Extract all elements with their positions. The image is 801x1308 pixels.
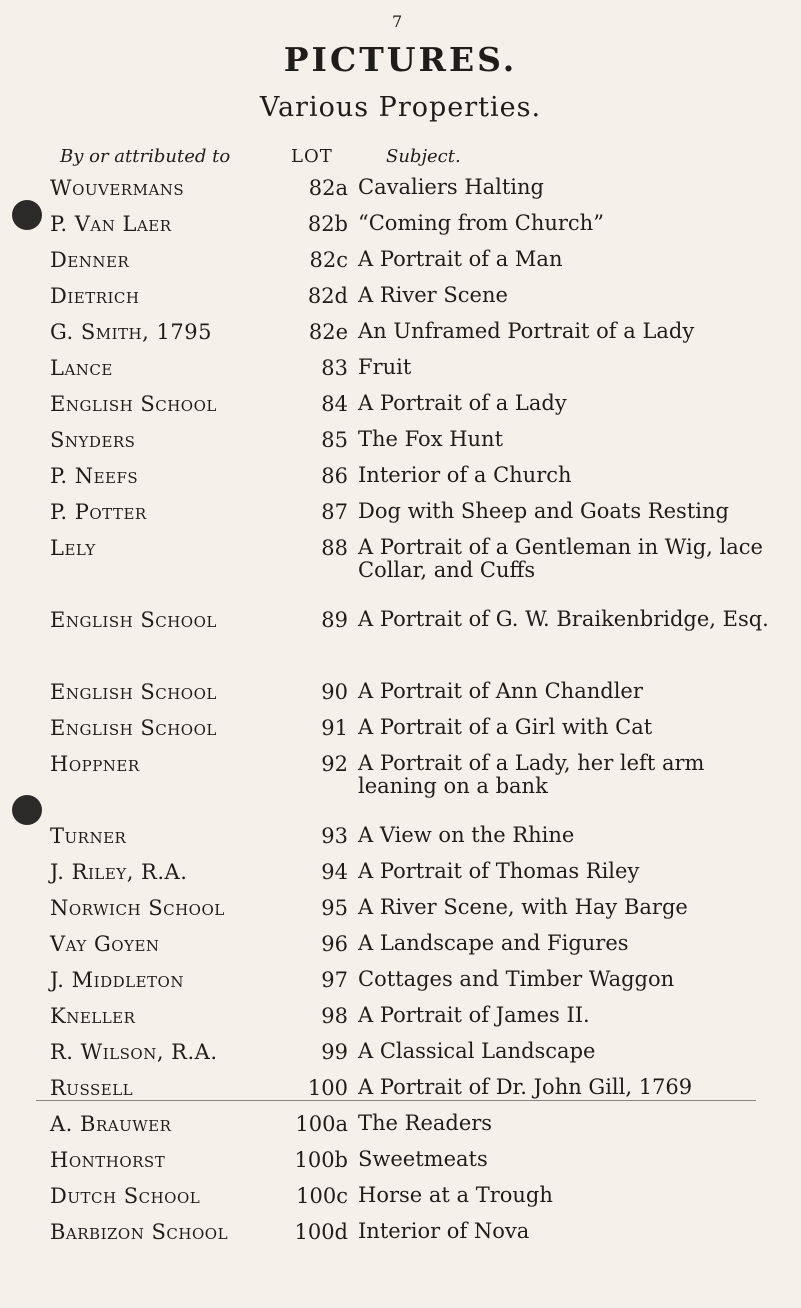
artist-name: English School bbox=[50, 680, 217, 704]
artist-name: Dutch School bbox=[50, 1184, 201, 1208]
lot-subject: “Coming from Church” bbox=[358, 211, 604, 235]
artist-name: Dietrich bbox=[50, 284, 140, 308]
lot-subject: A Landscape and Figures bbox=[358, 931, 629, 955]
artist-name: G. Smith, 1795 bbox=[50, 320, 212, 344]
list-item bbox=[0, 1184, 801, 1220]
artist-name: English School bbox=[50, 392, 217, 416]
list-item bbox=[0, 680, 801, 716]
lot-subject: Cottages and Timber Waggon bbox=[358, 967, 675, 991]
artist-name: J. Middleton bbox=[50, 968, 184, 992]
lot-subject: An Unframed Portrait of a Lady bbox=[358, 319, 695, 343]
lot-number: 98 bbox=[321, 1004, 348, 1028]
lot-subject: A Portrait of Ann Chandler bbox=[358, 679, 643, 703]
lot-number: 100 bbox=[307, 1076, 348, 1100]
page-title: PICTURES. bbox=[283, 40, 518, 79]
artist-name: R. Wilson, R.A. bbox=[50, 1040, 218, 1064]
list-item bbox=[0, 320, 801, 356]
lot-number: 82a bbox=[308, 176, 348, 200]
page-number: 7 bbox=[392, 12, 403, 31]
lot-number: 84 bbox=[321, 392, 348, 416]
artist-name: Wouvermans bbox=[50, 176, 185, 200]
lot-number: 87 bbox=[321, 500, 348, 524]
lot-subject: Dog with Sheep and Goats Resting bbox=[358, 499, 729, 523]
lot-number: 95 bbox=[321, 896, 348, 920]
artist-name: J. Riley, R.A. bbox=[50, 860, 188, 884]
artist-name: P. Potter bbox=[50, 500, 147, 524]
artist-name: A. Brauwer bbox=[50, 1112, 172, 1136]
lot-list bbox=[0, 176, 801, 1256]
lot-subject: A Portrait of Dr. John Gill, 1769 bbox=[358, 1075, 693, 1099]
list-item bbox=[0, 500, 801, 536]
lot-number: 92 bbox=[321, 752, 348, 776]
lot-number: 94 bbox=[321, 860, 348, 884]
list-item bbox=[0, 392, 801, 428]
lot-number: 89 bbox=[321, 608, 348, 632]
lot-number: 90 bbox=[321, 680, 348, 704]
artist-name: Hoppner bbox=[50, 752, 140, 776]
lot-number: 100c bbox=[296, 1184, 348, 1208]
lot-number: 91 bbox=[321, 716, 348, 740]
list-item bbox=[0, 212, 801, 248]
lot-number: 82d bbox=[307, 284, 348, 308]
lot-number: 88 bbox=[321, 536, 348, 560]
list-item bbox=[0, 824, 801, 860]
lot-subject: Horse at a Trough bbox=[358, 1183, 553, 1207]
lot-number: 83 bbox=[321, 356, 348, 380]
artist-name: Turner bbox=[50, 824, 127, 848]
lot-number: 93 bbox=[321, 824, 348, 848]
list-item bbox=[0, 1148, 801, 1184]
list-item bbox=[0, 176, 801, 212]
list-item bbox=[0, 248, 801, 284]
artist-name: Denner bbox=[50, 248, 130, 272]
artist-name: Vay Goyen bbox=[50, 932, 160, 956]
lot-number: 96 bbox=[321, 932, 348, 956]
lot-number: 100b bbox=[294, 1148, 348, 1172]
artist-name: English School bbox=[50, 716, 217, 740]
list-item bbox=[0, 716, 801, 752]
artist-name: P. Neefs bbox=[50, 464, 139, 488]
list-item bbox=[0, 1004, 801, 1040]
lot-subject: A Portrait of Thomas Riley bbox=[358, 859, 640, 883]
artist-name: Barbizon School bbox=[50, 1220, 229, 1244]
list-item bbox=[0, 968, 801, 1004]
lot-subject: A Portrait of a Gentleman in Wig, lace Collar, and Cuffs bbox=[358, 535, 763, 583]
list-item bbox=[0, 536, 801, 608]
artist-name: Norwich School bbox=[50, 896, 225, 920]
subject-column-header: Subject. bbox=[386, 146, 461, 167]
list-item bbox=[0, 860, 801, 896]
lot-subject: The Fox Hunt bbox=[358, 427, 504, 451]
page-subtitle: Various Properties. bbox=[259, 92, 542, 123]
divider-rule bbox=[36, 1100, 756, 1101]
lot-column-header: LOT bbox=[291, 146, 333, 167]
lot-number: 82c bbox=[309, 248, 348, 272]
artist-name: P. Van Laer bbox=[50, 212, 172, 236]
list-item bbox=[0, 1040, 801, 1076]
lot-subject: A Portrait of a Lady, her left arm leaning on a bank bbox=[358, 751, 705, 799]
lot-subject: A Portrait of James II. bbox=[358, 1003, 590, 1027]
list-item bbox=[0, 932, 801, 968]
lot-subject: A River Scene, with Hay Barge bbox=[358, 895, 688, 919]
lot-subject: Sweetmeats bbox=[358, 1147, 488, 1171]
artist-name: Snyders bbox=[50, 428, 136, 452]
artist-name: English School bbox=[50, 608, 217, 632]
lot-number: 97 bbox=[321, 968, 348, 992]
lot-subject: A Portrait of G. W. Braikenbridge, Esq. bbox=[358, 607, 769, 631]
lot-subject: The Readers bbox=[358, 1111, 493, 1135]
lot-number: 85 bbox=[321, 428, 348, 452]
lot-subject: A Portrait of a Girl with Cat bbox=[358, 715, 653, 739]
list-item bbox=[0, 1112, 801, 1148]
artist-name: Lely bbox=[50, 536, 96, 560]
lot-number: 86 bbox=[321, 464, 348, 488]
list-item bbox=[0, 1076, 801, 1112]
artist-name: Honthorst bbox=[50, 1148, 166, 1172]
lot-subject: A View on the Rhine bbox=[358, 823, 575, 847]
list-item bbox=[0, 284, 801, 320]
list-item bbox=[0, 608, 801, 680]
lot-number: 82e bbox=[308, 320, 348, 344]
artist-column-header: By or attributed to bbox=[60, 146, 231, 167]
lot-subject: Cavaliers Halting bbox=[358, 175, 544, 199]
artist-name: Russell bbox=[50, 1076, 134, 1100]
lot-number: 100a bbox=[295, 1112, 348, 1136]
lot-number: 100d bbox=[294, 1220, 348, 1244]
list-item bbox=[0, 896, 801, 932]
list-item bbox=[0, 752, 801, 824]
lot-number: 82b bbox=[307, 212, 348, 236]
artist-name: Lance bbox=[50, 356, 113, 380]
lot-subject: A River Scene bbox=[358, 283, 508, 307]
lot-subject: A Portrait of a Man bbox=[358, 247, 563, 271]
lot-subject: Interior of Nova bbox=[358, 1219, 530, 1243]
lot-subject: Interior of a Church bbox=[358, 463, 572, 487]
list-item bbox=[0, 356, 801, 392]
list-item bbox=[0, 428, 801, 464]
lot-subject: A Portrait of a Lady bbox=[358, 391, 567, 415]
artist-name: Kneller bbox=[50, 1004, 136, 1028]
lot-subject: Fruit bbox=[358, 355, 412, 379]
list-item bbox=[0, 1220, 801, 1256]
list-item bbox=[0, 464, 801, 500]
lot-subject: A Classical Landscape bbox=[358, 1039, 596, 1063]
lot-number: 99 bbox=[321, 1040, 348, 1064]
